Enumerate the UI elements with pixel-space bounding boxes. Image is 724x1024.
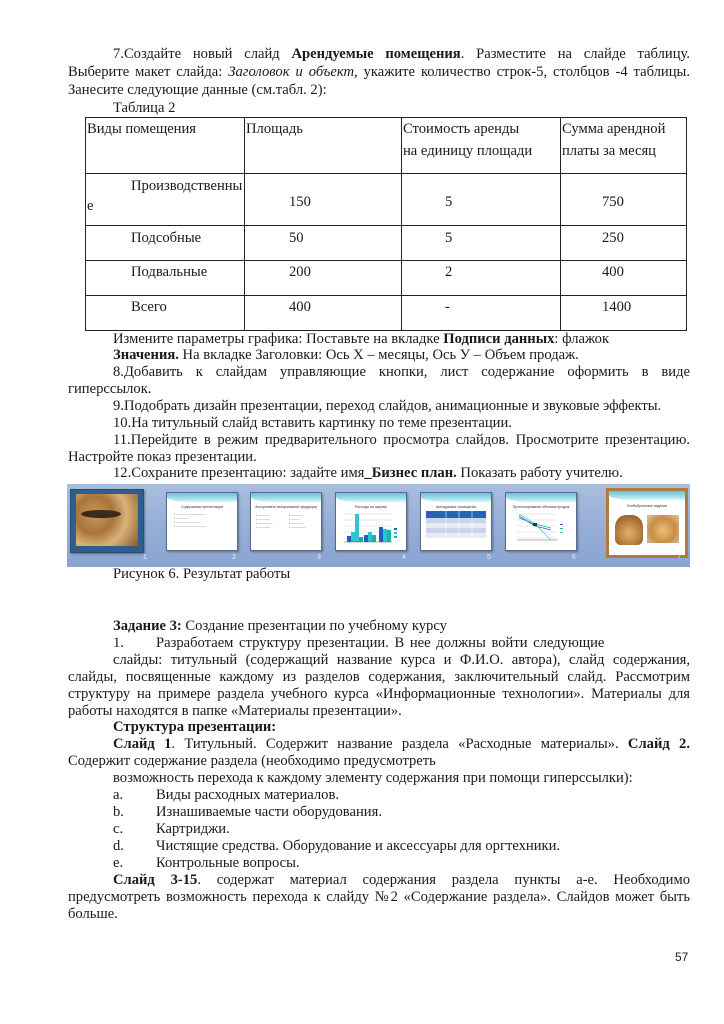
slide-thumbnail-7-selected[interactable] — [606, 488, 688, 558]
slide3-15-line-2: предусмотреть возможность перехода к слайду №2 «Содержание раздела». Слайдов может быть — [68, 889, 690, 905]
slide3-15-line-1: Слайд 3-15. содержат материал содержания раздела пункты а-е. Необходимо — [113, 872, 691, 888]
list-item: a. Виды расходных материалов. — [113, 787, 340, 803]
slide-bullets-left: • ———— • ———— • ————— • ———— — [256, 513, 273, 529]
task3-para-line-4: работы находятся в папке «Материалы презентации». — [68, 703, 402, 719]
header-cell: Площадь — [245, 118, 402, 174]
bar-chart-icon — [342, 510, 402, 546]
slide-wave-header — [506, 493, 576, 503]
cell-cost: 2 — [402, 261, 561, 296]
slide-thumbnail-4[interactable] — [335, 492, 407, 551]
slide-thumbnail-1[interactable] — [70, 489, 144, 553]
title-banner — [81, 510, 121, 518]
cell-sum: 250 — [561, 226, 687, 261]
step-9: 9.Подобрать дизайн презентации, переход слайдов, анимационные и звуковые эффекты. — [113, 398, 662, 414]
cell-cost: - — [402, 296, 561, 331]
slide-bullets-right: • ———— • ——— • ———— • ————— — [289, 513, 306, 529]
slide-number: 6 — [572, 554, 576, 561]
slide2-line: Содержит содержание раздела (необходимо предусмотреть — [68, 753, 436, 769]
cell-type: Подсобные — [86, 226, 245, 261]
slide-bullets: • —————————— • ———— • ———————— • —————————— — [174, 512, 206, 528]
cell-area: 200 — [245, 261, 402, 296]
table-icon — [426, 511, 488, 541]
task3-heading: Задание 3: Создание презентации по учебному курсу — [113, 618, 447, 634]
task7-line-1: 7.Создайте новый слайд Арендуемые помещения. Разместите на слайде таблицу. — [113, 46, 690, 62]
slide-wave-header — [251, 493, 321, 503]
bread-basket-photo — [615, 515, 643, 545]
table-row — [86, 261, 687, 296]
table-row-total — [86, 296, 687, 331]
cell-area: 150 — [245, 174, 402, 226]
cell-cost: 5 — [402, 226, 561, 261]
slide-title: Расходы на закупку — [355, 505, 387, 509]
step-8-line-1: 8.Добавить к слайдам управляющие кнопки, лист содержание оформить в виде — [113, 364, 690, 380]
structure-heading: Структура презентации: — [113, 719, 277, 735]
step-11-line-1: 11.Перейдите в режим предварительного просмотра слайдов. Просмотрите презентацию. — [113, 432, 690, 448]
slide-number: 5 — [487, 554, 491, 561]
cell-sum: 400 — [561, 261, 687, 296]
figure-caption: Рисунок 6. Результат работы — [113, 566, 291, 582]
cell-sum: 750 — [561, 174, 687, 226]
slide-title: Прогнозирование объемов продаж — [512, 505, 570, 509]
table-caption: Таблица 2 — [113, 100, 176, 116]
slide-number: 2 — [232, 554, 236, 561]
slide-thumbnail-2[interactable] — [166, 492, 238, 551]
step-11-line-2: Настройте показ презентации. — [68, 449, 257, 465]
chart-params-line: Измените параметры графика: Поставьте на вкладке Подписи данных: флажок — [113, 331, 610, 347]
slide-wave-header — [167, 493, 237, 503]
slide-number: 3 — [317, 554, 321, 561]
table-row — [86, 174, 687, 226]
slide-wave-header — [609, 491, 685, 501]
cell-area: 50 — [245, 226, 402, 261]
title-photo — [76, 494, 138, 546]
slide-number: 7 — [677, 554, 681, 561]
cell-type: Всего — [86, 296, 245, 331]
slide1-line: Слайд 1. Титульный. Содержит название раздела «Расходные материалы». Слайд 2. — [113, 736, 690, 752]
page-number: 57 — [675, 950, 689, 964]
task3-para-line-1: слайды: титульный (содержащий название курса и Ф.И.О. автора), слайд содержания, — [113, 652, 690, 668]
header-cell: Виды помещения — [86, 118, 245, 174]
header-cell: Сумма арендной платы за месяц — [561, 118, 687, 174]
values-line: Значения. На вкладке Заголовки: Ось Х – месяцы, Ось У – Объем продаж. — [113, 347, 579, 363]
slide-number: 1 — [143, 554, 147, 561]
slide-wave-header — [421, 493, 491, 503]
slide-title: Ассортимент выпускаемой продукции — [255, 505, 317, 509]
slide-wave-header — [336, 493, 406, 503]
cell-area: 400 — [245, 296, 402, 331]
task7-line-3: Занесите следующие данные (см.табл. 2): — [68, 82, 327, 98]
slide-thumbnail-6[interactable] — [505, 492, 577, 551]
slide-title: Содержание презентации — [180, 505, 223, 509]
cell-type: Производственны е — [86, 174, 245, 226]
table-header-row — [86, 118, 687, 174]
slide-thumbnail-5[interactable] — [420, 492, 492, 551]
rent-table — [85, 117, 687, 331]
task3-item-1: 1. Разработаем структуру презентации. В нее должны войти следующие — [113, 635, 605, 651]
slide-title: Арендуемые помещения — [435, 505, 477, 509]
slide-number: 4 — [402, 554, 406, 561]
task7-line-2: Выберите макет слайда: Заголовок и объект, укажите количество строк-5, столбцов -4 таблицы. — [68, 64, 691, 80]
line-chart-icon — [511, 510, 573, 546]
slide2-line-2: возможность перехода к каждому элементу содержания при помощи гиперссылки): — [113, 770, 633, 786]
list-item: d. Чистящие средства. Оборудование и аксессуары для оргтехники. — [113, 838, 561, 854]
slide-title: Хлебобулочные изделия — [626, 504, 668, 508]
slide3-15-line-3: больше. — [68, 906, 118, 922]
step-12: 12.Сохраните презентацию: задайте имя_Бизнес план. Показать работу учителю. — [113, 465, 623, 481]
task3-para-line-2: слайды, посвященные каждому из разделов содержания, заключительный слайд. Рассмотрим — [68, 669, 690, 685]
bread-loaf-photo — [647, 515, 679, 543]
slide-sorter-figure — [67, 484, 690, 567]
list-item: c. Картриджи. — [113, 821, 230, 837]
slide-thumbnail-3[interactable] — [250, 492, 322, 551]
table-row — [86, 226, 687, 261]
step-10: 10.На титульный слайд вставить картинку по теме презентации. — [113, 415, 512, 431]
cell-sum: 1400 — [561, 296, 687, 331]
step-8-line-2: гиперссылок. — [68, 381, 152, 397]
cell-cost: 5 — [402, 174, 561, 226]
list-item: e. Контрольные вопросы. — [113, 855, 300, 871]
list-item: b. Изнашиваемые части оборудования. — [113, 804, 382, 820]
cell-type: Подвальные — [86, 261, 245, 296]
header-cell: Стоимость аренды на единицу площади — [402, 118, 561, 174]
task3-para-line-3: структуру на примере раздела учебного курса «Информационные технологии». Материалы для — [68, 686, 690, 702]
